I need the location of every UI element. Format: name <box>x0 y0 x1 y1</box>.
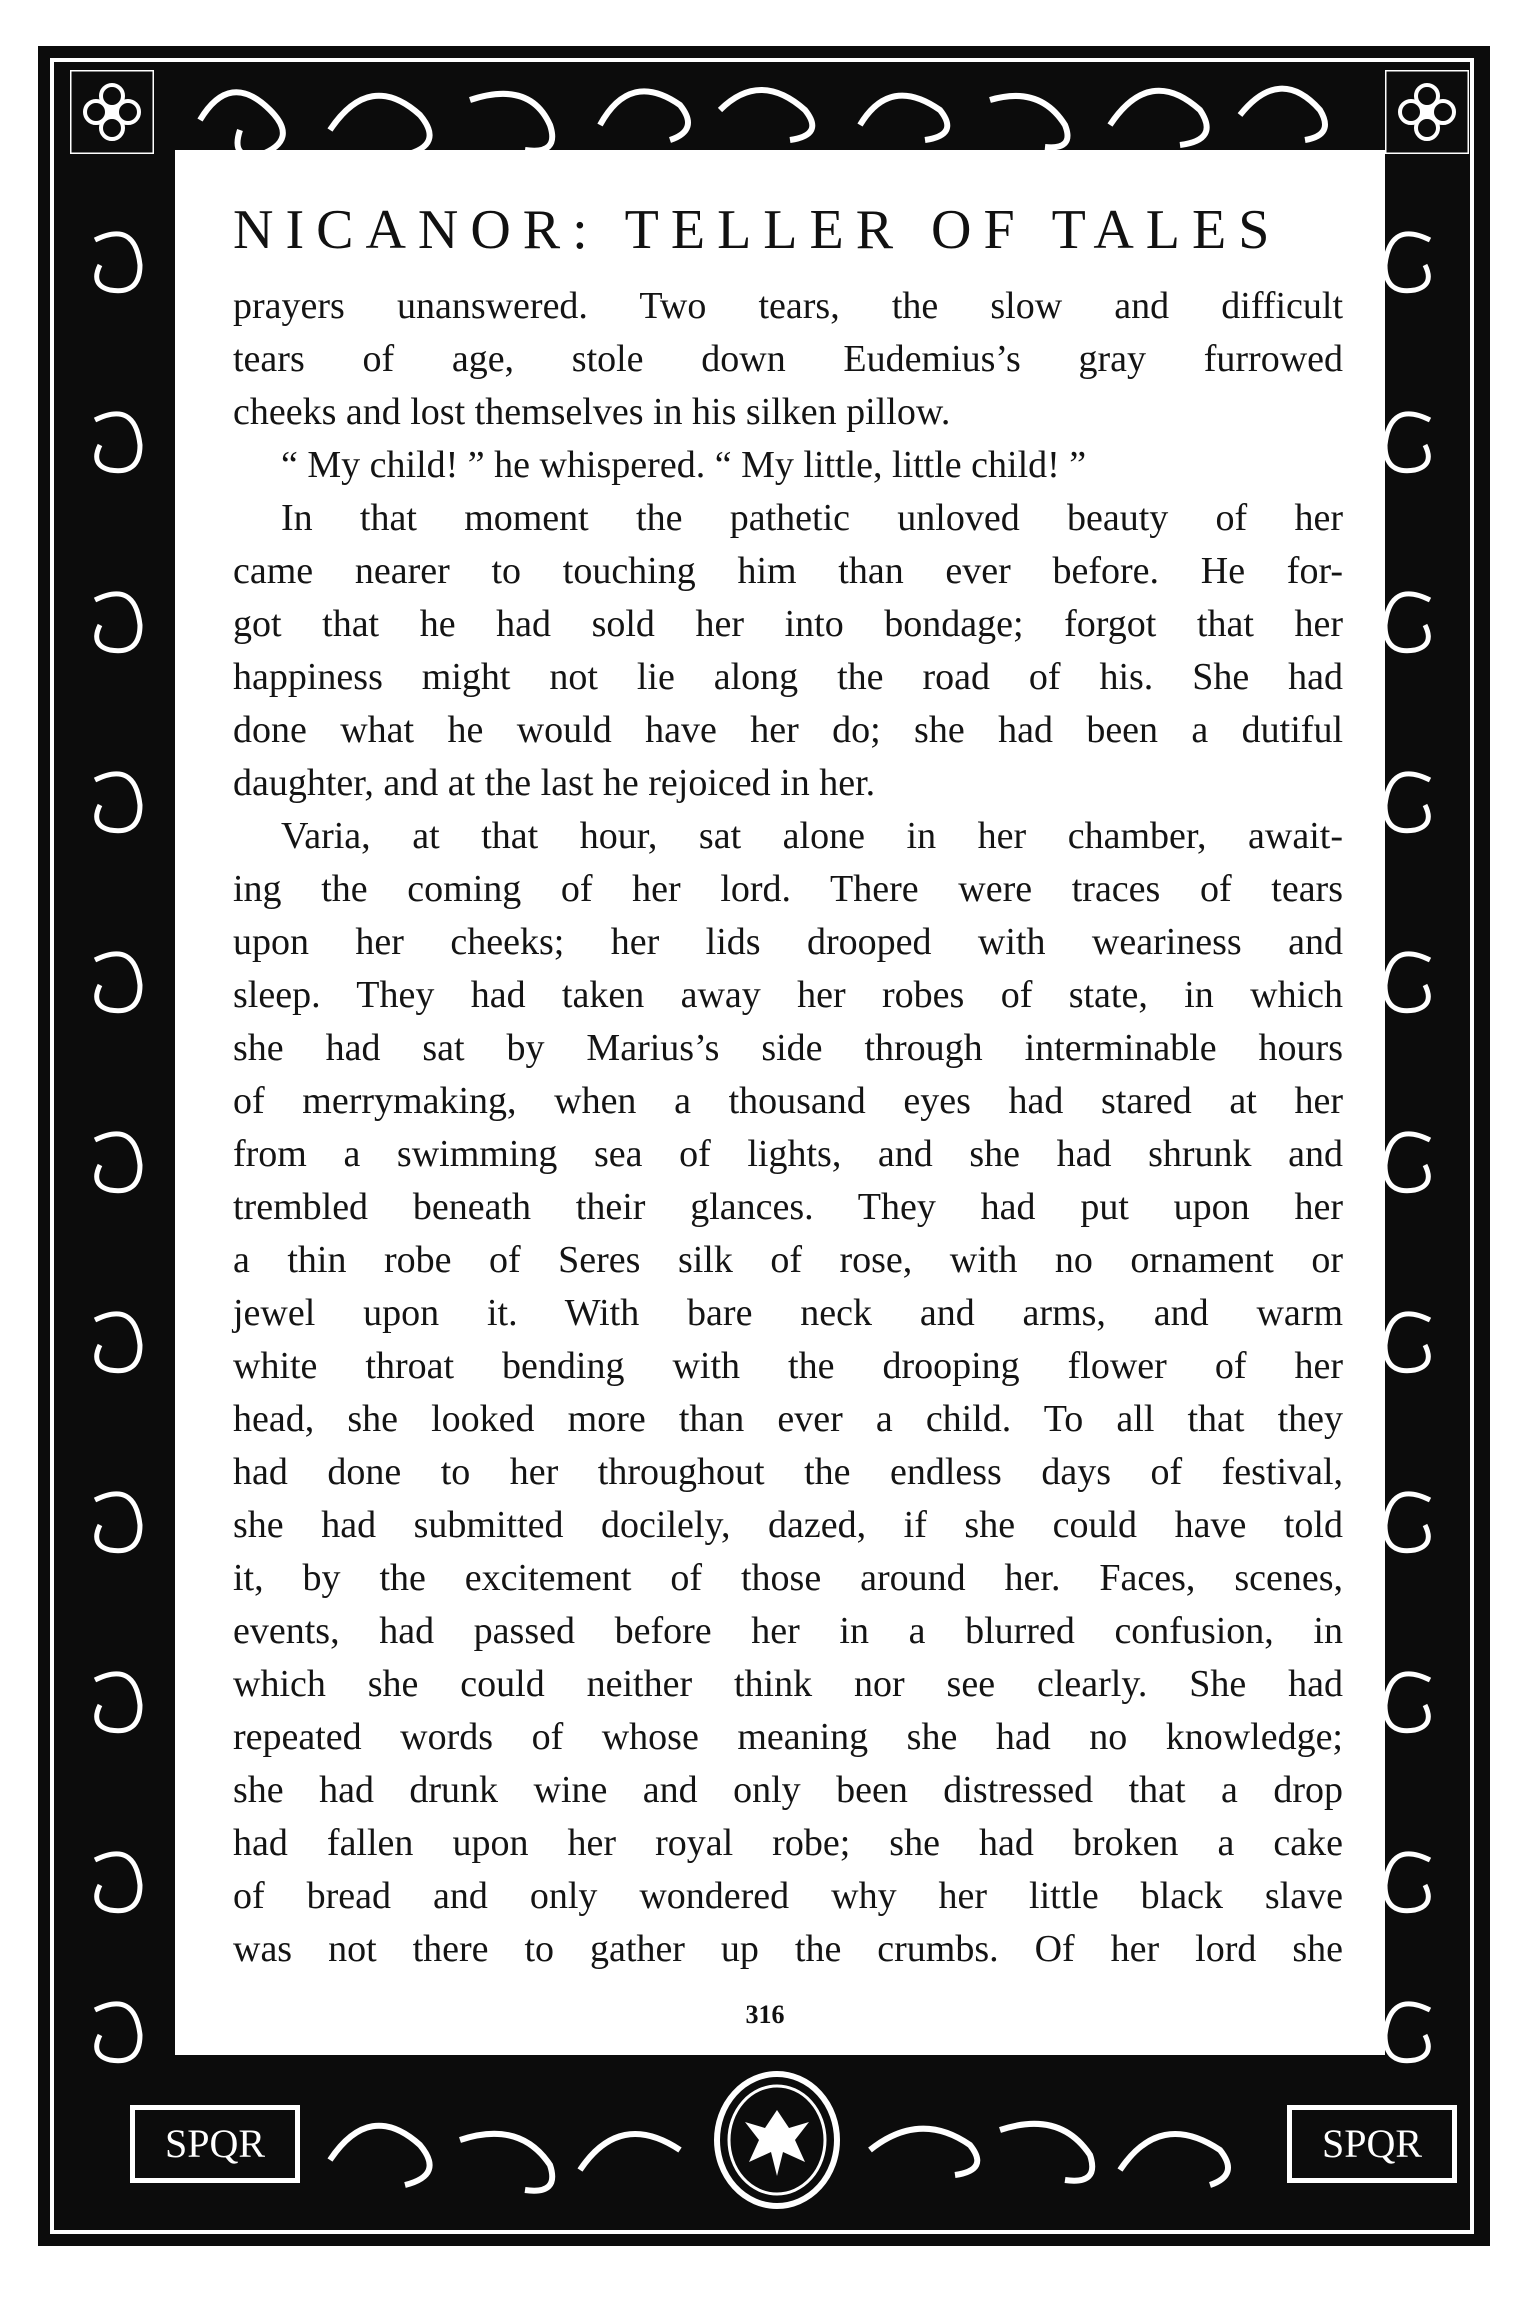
text-line: which she could neither think nor see clearly. She had <box>233 1663 1343 1705</box>
text-line: cheeks and lost themselves in his silken pillow. <box>233 391 951 433</box>
corner-rosette-icon <box>70 70 154 154</box>
text-line: tears of age, stole down Eudemius’s gray furrowed <box>233 338 1343 380</box>
text-line: of bread and only wondered why her little black slave <box>233 1875 1343 1917</box>
text-line: a thin robe of Seres silk of rose, with no ornament or <box>233 1239 1343 1281</box>
text-line: head, she looked more than ever a child. To all that they <box>233 1398 1343 1440</box>
left-column-scrolls <box>95 234 140 2061</box>
text-line: white throat bending with the drooping flower of her <box>233 1345 1343 1387</box>
text-line: ing the coming of her lord. There were traces of tears <box>233 868 1343 910</box>
text-line: had fallen upon her royal robe; she had broken a cake <box>233 1822 1343 1864</box>
text-line: had done to her throughout the endless days of festival, <box>233 1451 1343 1493</box>
text-line: done what he would have her do; she had been a dutiful <box>233 709 1343 751</box>
text-line: was not there to gather up the crumbs. Of her lord she <box>233 1928 1343 1970</box>
spqr-plaque-right: SPQR <box>1287 2105 1457 2183</box>
top-scroll-band <box>200 89 1325 156</box>
text-line: Varia, at that hour, sat alone in her chamber, await- <box>281 815 1343 857</box>
text-line: she had drunk wine and only been distressed that a drop <box>233 1769 1343 1811</box>
text-line: daughter, and at the last he rejoiced in her. <box>233 762 876 804</box>
text-line: “ My child! ” he whispered. “ My little, little child! ” <box>281 444 1087 486</box>
text-line: she had sat by Marius’s side through interminable hours <box>233 1027 1343 1069</box>
text-line: In that moment the pathetic unloved beauty of her <box>281 497 1343 539</box>
eagle-medallion-icon <box>712 2070 842 2210</box>
spqr-plaque-left: SPQR <box>130 2105 300 2183</box>
text-line: happiness might not lie along the road of his. She had <box>233 656 1343 698</box>
text-line: trembled beneath their glances. They had put upon her <box>233 1186 1343 1228</box>
text-line: events, had passed before her in a blurred confusion, in <box>233 1610 1343 1652</box>
text-line: came nearer to touching him than ever before. He for- <box>233 550 1343 592</box>
text-line: it, by the excitement of those around her. Faces, scenes, <box>233 1557 1343 1599</box>
text-line: upon her cheeks; her lids drooped with weariness and <box>233 921 1343 963</box>
right-column-scrolls <box>1385 234 1430 2061</box>
text-line: from a swimming sea of lights, and she had shrunk and <box>233 1133 1343 1175</box>
body-text <box>233 280 1343 1976</box>
text-line: repeated words of whose meaning she had no knowledge; <box>233 1716 1343 1758</box>
text-line: prayers unanswered. Two tears, the slow and difficult <box>233 285 1343 327</box>
text-line: of merrymaking, when a thousand eyes had stared at her <box>233 1080 1343 1122</box>
running-title: NICANOR: TELLER OF TALES <box>233 199 1282 261</box>
page-number: 316 <box>745 2000 785 2029</box>
text-line: got that he had sold her into bondage; forgot that her <box>233 603 1343 645</box>
text-line: jewel upon it. With bare neck and arms, and warm <box>233 1292 1343 1334</box>
corner-rosette-icon <box>1385 70 1469 154</box>
text-line: she had submitted docilely, dazed, if she could have told <box>233 1504 1343 1546</box>
text-line: sleep. They had taken away her robes of state, in which <box>233 974 1343 1016</box>
